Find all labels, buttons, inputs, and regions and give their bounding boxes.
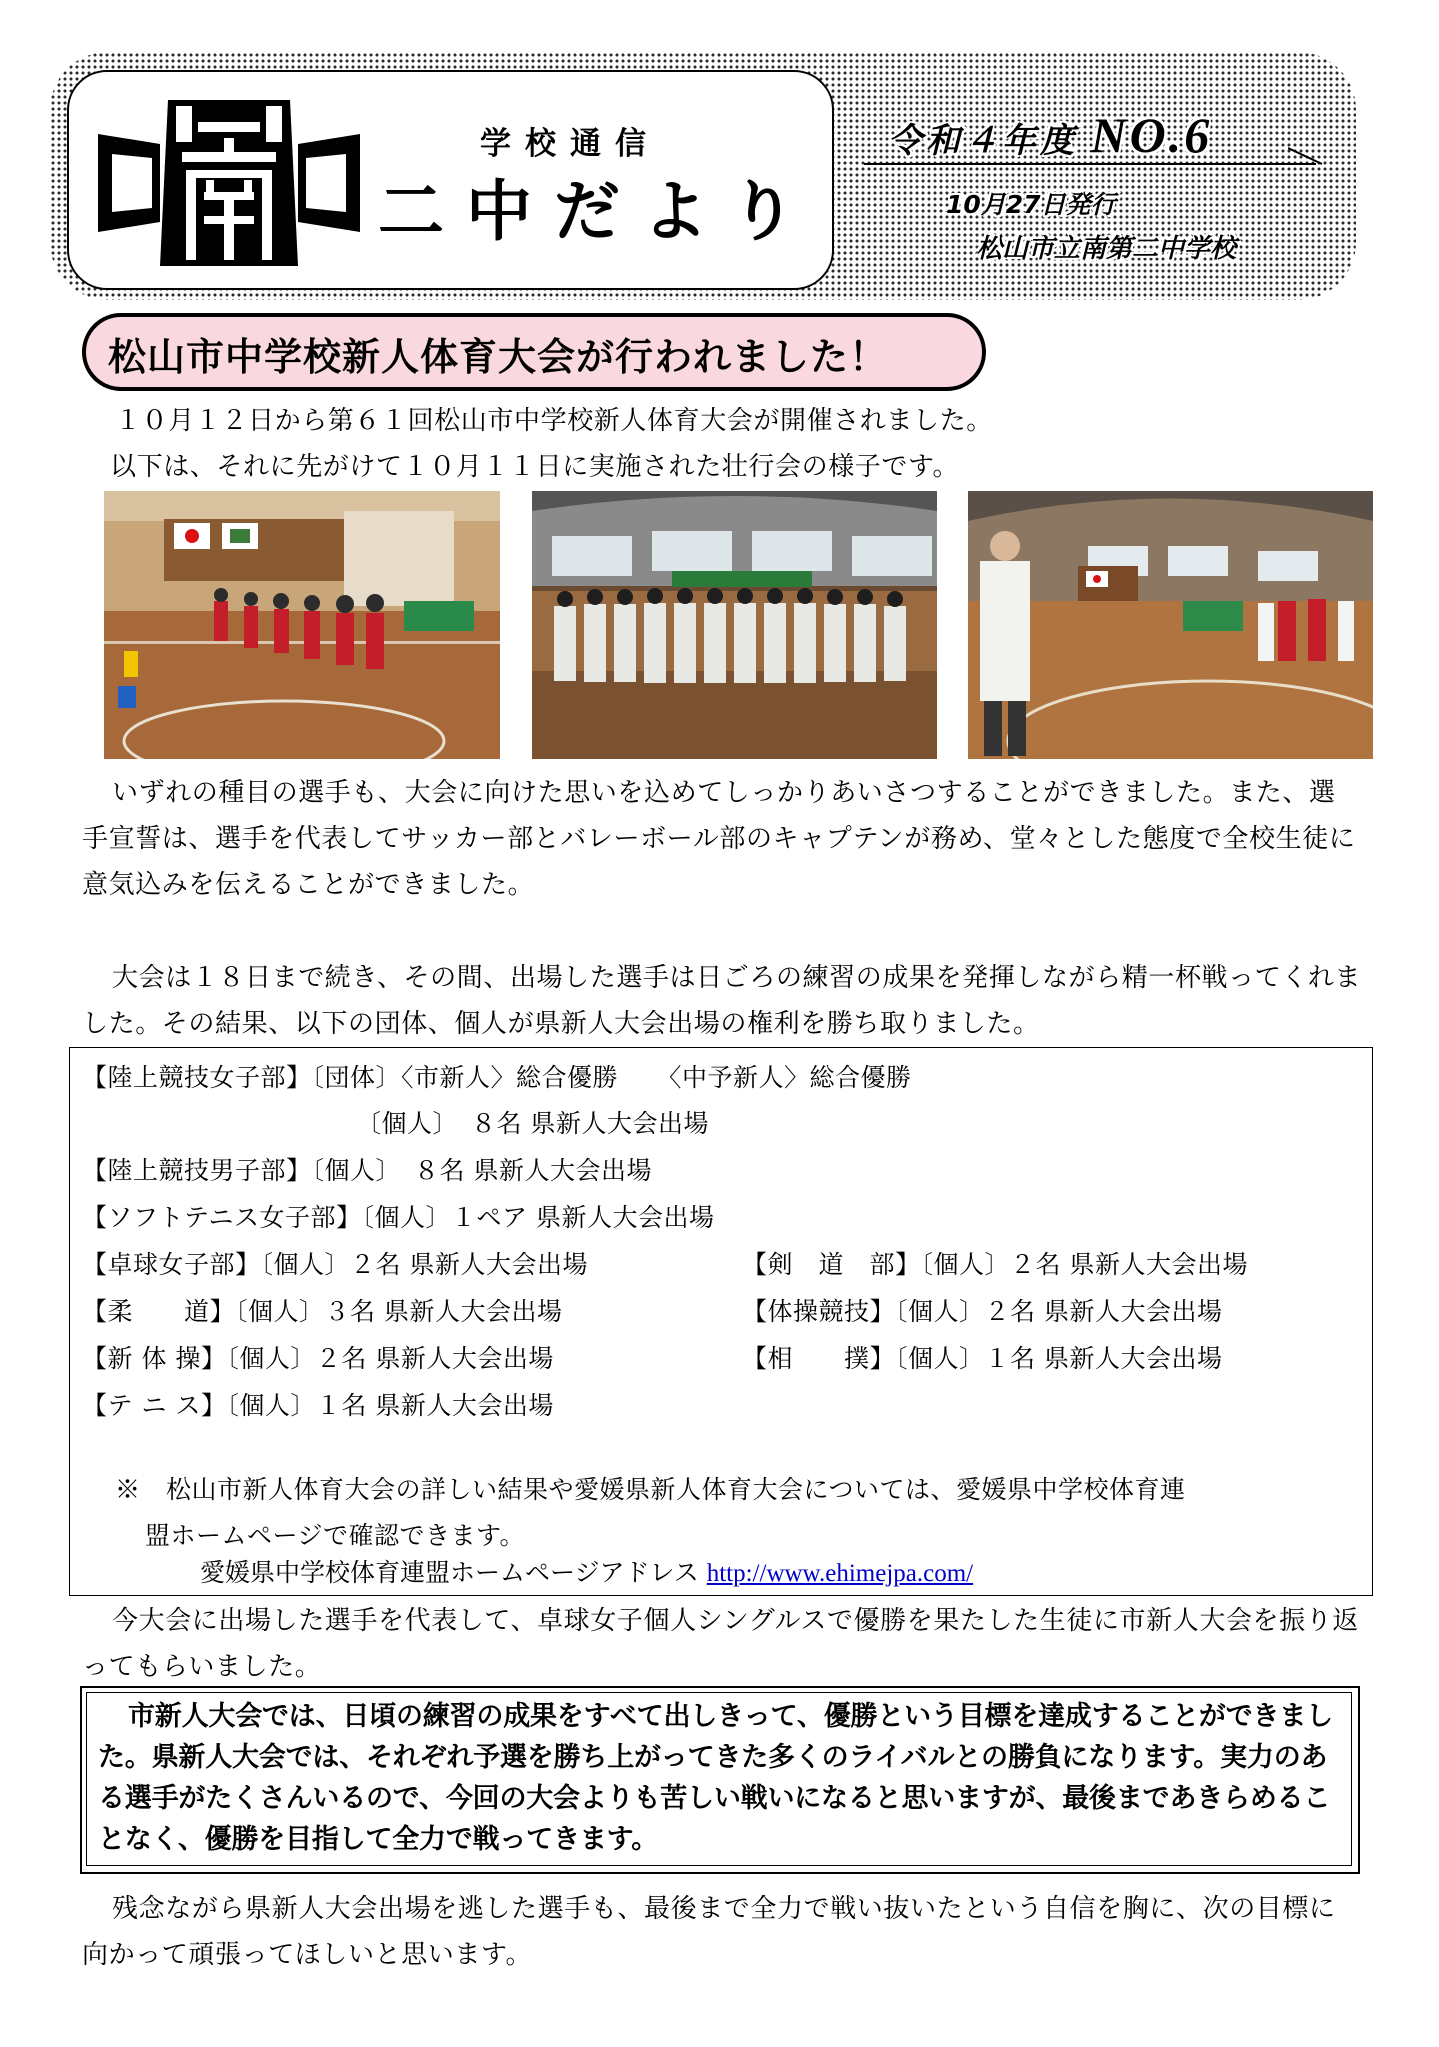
- federation-link[interactable]: http://www.ehimejpa.com/: [706, 1560, 974, 1587]
- photo-teacher-and-teams: [968, 491, 1373, 759]
- body-paragraph-1: いずれの種目の選手も、大会に向けた思いを込めてしっかりあいさつすることができました。また、選手宣誓は、選手を代表してサッカー部とバレーボール部のキャプテンが務め、堂々とした態度で全校生徒に意気込みを伝えることができました。: [82, 778, 1356, 900]
- result-gymnastics: 【体操競技】〔個人〕２名 県新人大会出場: [742, 1297, 1223, 1326]
- note-mark: ※: [115, 1475, 141, 1504]
- newsletter-subtitle: 学校通信: [480, 126, 660, 162]
- result-table-tennis-girls: 【卓球女子部】〔個人〕２名 県新人大会出場: [82, 1250, 588, 1279]
- result-rhythmic-gymnastics: 【新 体 操】〔個人〕２名 県新人大会出場: [82, 1344, 554, 1373]
- closing-paragraph: 残念ながら県新人大会出場を逃した選手も、最後まで全力で戦い抜いたという自信を胸に、次の目標に向かって頑張ってほしいと思います。: [82, 1894, 1336, 1970]
- interview-quote: 市新人大会では、日頃の練習の成果をすべて出しきって、優勝という目標を達成することができました。県新人大会では、それぞれ予選を勝ち上がってきた多くのライバルとの勝負になります。実力のある選手がたくさんいるので、今回の大会よりも苦しい戦いになると思いますが、最後まであきらめることなく、優勝を目指して全力で戦ってきます。: [98, 1701, 1333, 1855]
- issue-number: [888, 106, 1288, 164]
- result-kendo: 【剣 道 部】〔個人〕２名 県新人大会出場: [742, 1250, 1248, 1279]
- result-soft-tennis-girls: 【ソフトテニス女子部】〔個人〕１ペア 県新人大会出場: [82, 1203, 715, 1232]
- intro-paragraph-1: １０月１２日から第６１回松山市中学校新人体育大会が開催されました。: [115, 406, 993, 436]
- url-label: 愛媛県中学校体育連盟ホームページアドレス: [200, 1558, 699, 1587]
- issue-no: NO.6: [1090, 107, 1213, 163]
- body-paragraph-2: 大会は１８日まで続き、その間、出場した選手は日ごろの練習の成果を発揮しながら精一杯戦ってくれました。その結果、以下の団体、個人が県新人大会出場の権利を勝ち取りました。: [82, 963, 1362, 1039]
- result-track-boys: 【陸上競技男子部】〔個人〕 ８名 県新人大会出場: [82, 1156, 652, 1185]
- results-note: ※ 松山市新人体育大会の詳しい結果や愛媛県新人体育大会については、愛媛県中学校体育連 盟ホームページで確認できます。: [115, 1475, 1186, 1550]
- result-track-girls-team: 【陸上競技女子部】〔団体〕〈市新人〉総合優勝 〈中予新人〉総合優勝: [82, 1063, 912, 1092]
- photo-athletes-entrance: [104, 491, 500, 759]
- result-sumo: 【相 撲】〔個人〕１名 県新人大会出場: [742, 1344, 1223, 1373]
- issue-rule: [864, 163, 1316, 165]
- interview-lead: 今大会に出場した選手を代表して、卓球女子個人シングルスで優勝を果たした生徒に市新人大会を振り返ってもらいました。: [82, 1606, 1359, 1682]
- rule-arrow-tick: [1288, 146, 1328, 166]
- issue-year: 令和４年度: [888, 123, 1078, 160]
- issue-date: 10月27日発行: [946, 190, 1116, 219]
- intro-paragraph-2: 以下は、それに先がけて１０月１１日に実施された壮行会の様子です。: [110, 452, 960, 482]
- result-track-girls-individual: 〔個人〕 ８名 県新人大会出場: [356, 1109, 709, 1138]
- article-headline: 松山市中学校新人体育大会が行われました！: [108, 335, 889, 379]
- school-name: 松山市立南第二中学校: [976, 234, 1237, 264]
- result-tennis: 【テ ニ ス】〔個人〕１名 県新人大会出場: [82, 1391, 554, 1420]
- photo-baseball-team: [532, 491, 937, 759]
- result-judo: 【柔 道】〔個人〕３名 県新人大会出場: [82, 1297, 563, 1326]
- school-logo: [98, 100, 360, 266]
- federation-url-line: [200, 1553, 973, 1589]
- newsletter-title: 二中だより: [378, 173, 818, 250]
